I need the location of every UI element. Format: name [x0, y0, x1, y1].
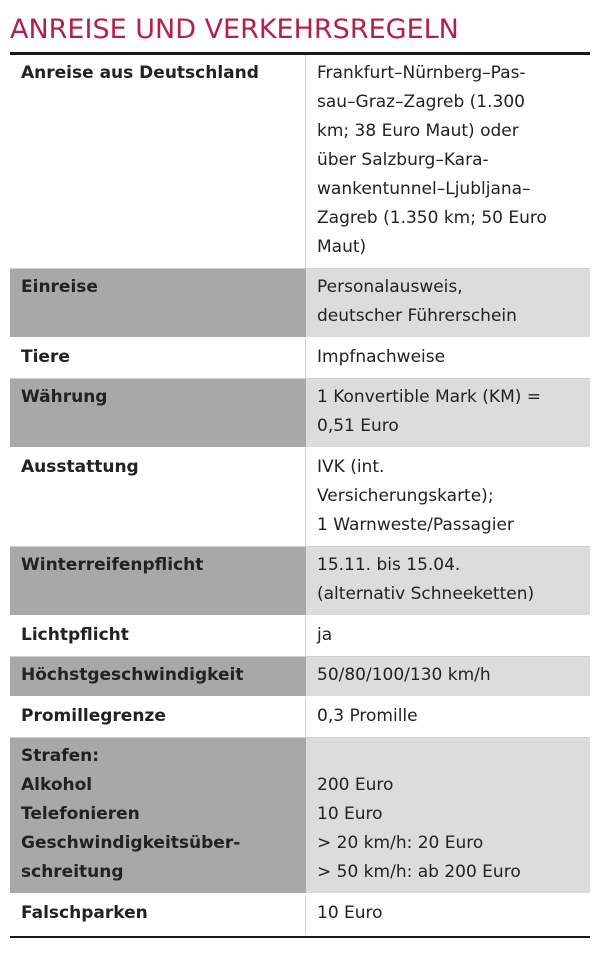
label-line: Alkohol	[21, 775, 93, 795]
row-label	[10, 697, 306, 738]
label-line: Anreise aus Deutschland	[21, 63, 259, 83]
value-line: 200 Euro	[317, 775, 394, 795]
label-line: Ausstattung	[21, 457, 139, 477]
row-value	[306, 697, 591, 738]
value-line: IVK (int.	[317, 457, 385, 477]
row-label	[10, 269, 306, 339]
row-value	[306, 379, 591, 449]
value-line: Impfnachweise	[317, 347, 446, 367]
row-value	[306, 338, 591, 379]
label-line: Einreise	[21, 277, 98, 297]
label-line: schreitung	[21, 862, 124, 882]
value-line: 1 Warnweste/Passagier	[317, 515, 514, 535]
value-line: 50/80/100/130 km/h	[317, 665, 491, 685]
value-line: (alternativ Schneeketten)	[317, 584, 535, 604]
value-line: > 50 km/h: ab 200 Euro	[317, 862, 521, 882]
table-row-strafen	[10, 738, 590, 895]
label-line: Strafen:	[21, 746, 100, 766]
page-title: ANREISE UND VERKEHRSREGELN	[10, 14, 459, 45]
label-line: Promillegrenze	[21, 706, 166, 726]
table-row-einreise	[10, 269, 590, 339]
row-value	[306, 448, 591, 547]
value-line: ja	[317, 625, 333, 645]
row-label	[10, 448, 306, 547]
table-row-tiere	[10, 338, 590, 379]
travel-info-table	[10, 52, 590, 938]
value-line: 1 Konvertible Mark (KM) =	[317, 387, 542, 407]
value-line: 10 Euro	[317, 804, 383, 824]
row-label	[10, 338, 306, 379]
value-line: > 20 km/h: 20 Euro	[317, 833, 484, 853]
table-row-winterreifen	[10, 547, 590, 617]
row-label	[10, 547, 306, 617]
value-line: Frankfurt–Nürnberg–Pas-	[317, 63, 526, 83]
row-value	[306, 55, 591, 269]
label-line: Höchstgeschwindigkeit	[21, 665, 244, 685]
value-line: Personalausweis,	[317, 277, 463, 297]
value-line: Zagreb (1.350 km; 50 Euro	[317, 208, 547, 228]
value-line: 10 Euro	[317, 903, 383, 923]
info-table	[10, 55, 590, 936]
table-row-hoechstgeschwindigkeit	[10, 657, 590, 698]
table-row-falschparken	[10, 894, 590, 935]
label-line: Währung	[21, 387, 108, 407]
row-label	[10, 379, 306, 449]
value-line: 0,3 Promille	[317, 706, 418, 726]
value-line: km; 38 Euro Maut) oder	[317, 121, 519, 141]
label-line: Lichtpflicht	[21, 625, 129, 645]
label-line: Winterreifenpflicht	[21, 555, 204, 575]
value-line: Versicherungskarte);	[317, 486, 494, 506]
table-row-ausstattung	[10, 448, 590, 547]
value-line: Maut)	[317, 237, 367, 257]
value-line: sau–Graz–Zagreb (1.300	[317, 92, 525, 112]
value-spacer	[317, 742, 584, 771]
row-label	[10, 55, 306, 269]
table-row-waehrung	[10, 379, 590, 449]
value-line: 0,51 Euro	[317, 416, 399, 436]
label-line: Telefonieren	[21, 804, 140, 824]
value-line: über Salzburg–Kara-	[317, 150, 489, 170]
row-value	[306, 547, 591, 617]
value-line: wankentunnel–Ljubljana–	[317, 179, 531, 199]
table-row-promillegrenze	[10, 697, 590, 738]
row-label	[10, 738, 306, 895]
row-label	[10, 657, 306, 698]
row-label	[10, 894, 306, 935]
label-line: Geschwindigkeitsüber-	[21, 833, 241, 853]
row-value	[306, 894, 591, 935]
table-row-anreise	[10, 55, 590, 269]
label-line: Tiere	[21, 347, 70, 367]
label-line: Falschparken	[21, 903, 148, 923]
row-value	[306, 269, 591, 339]
row-value	[306, 738, 591, 895]
value-line: 15.11. bis 15.04.	[317, 555, 461, 575]
row-value	[306, 657, 591, 698]
row-value	[306, 616, 591, 657]
table-row-lichtpflicht	[10, 616, 590, 657]
value-line: deutscher Führerschein	[317, 306, 517, 326]
row-label	[10, 616, 306, 657]
